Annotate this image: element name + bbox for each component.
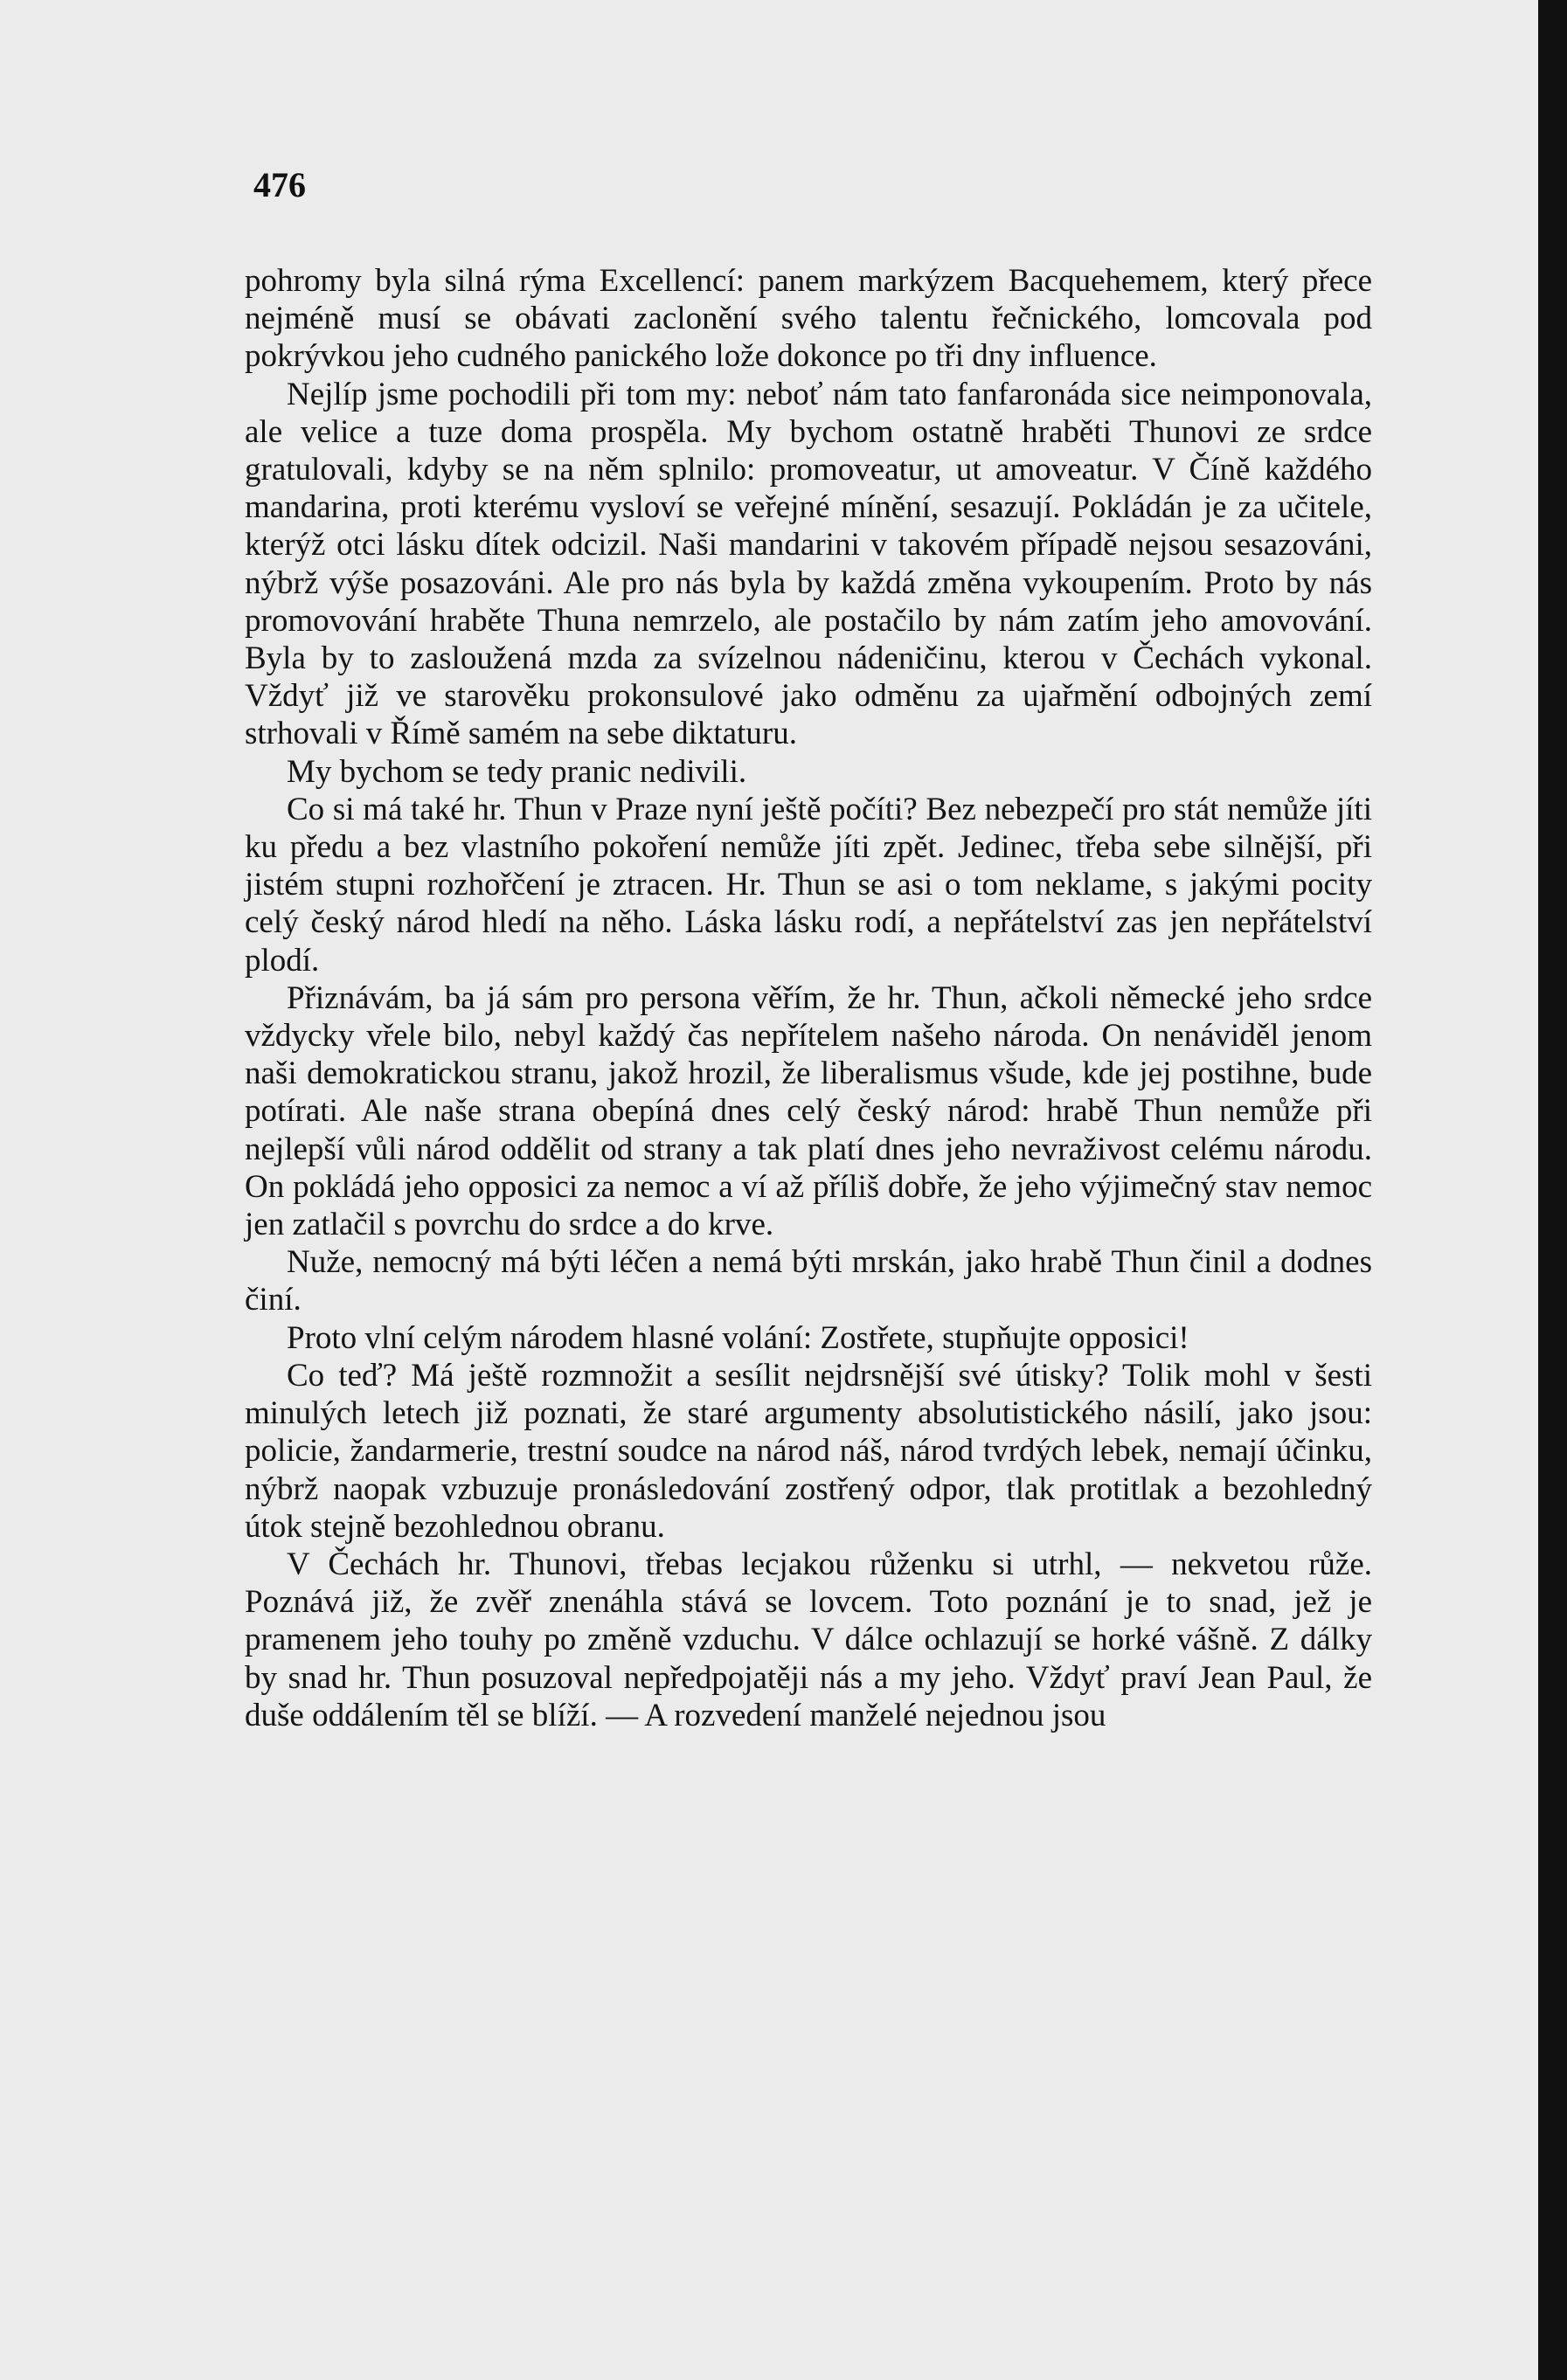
scan-dark-edge (1538, 0, 1567, 2380)
page-number: 476 (253, 165, 306, 204)
body-text (245, 262, 1372, 1734)
paragraph: Přiznávám, ba já sám pro persona věřím, že hr. Thun, ačkoli německé jeho srdce vždycky vřele bilo, nebyl každý čas nepřítelem našeho národa. On nenáviděl jenom naši demokratickou stranu, jakož hrozil, že liberalismus všude, kde jej postihne, bude potírati. Ale naše strana obepíná dnes celý český národ: hrabě Thun nemůže při nejlepší vůli národ oddělit od strany a tak platí dnes jeho nevraživost celému národu. On pokládá jeho opposici za nemoc a ví až příliš dobře, že jeho výjimečný stav nemoc jen zatlačil s povrchu do srdce a do krve. (245, 979, 1372, 1243)
paragraph: Co teď? Má ještě rozmnožit a sesílit nejdrsnější své útisky? Tolik mohl v šesti minulých letech již poznati, že staré argumenty absolutistického násilí, jako jsou: policie, žandarmerie, trestní soudce na národ náš, národ tvrdých lebek, nemají účinku, nýbrž naopak vzbuzuje pronásledování zostřený odpor, tlak protitlak a bezohledný útok stejně bezohlednou obranu. (245, 1357, 1372, 1545)
paragraph: pohromy byla silná rýma Excellencí: panem markýzem Bacquehemem, který přece nejméně musí se obávati zaclonění svého talentu řečnického, lomcovala pod pokrývkou jeho cudného panického lože dokonce po tři dny influence. (245, 263, 1372, 375)
paragraph: Nuže, nemocný má býti léčen a nemá býti mrskán, jako hrabě Thun činil a dodnes činí. (245, 1244, 1372, 1318)
paragraph: Proto vlní celým národem hlasné volání: Zostřete, stupňujte opposici! (287, 1319, 1189, 1356)
paragraph: My bychom se tedy pranic nedivili. (287, 753, 747, 790)
paragraph: Nejlíp jsme pochodili při tom my: neboť nám tato fanfaronáda sice neimponovala, ale velice a tuze doma prospěla. My bychom ostatně hraběti Thunovi ze srdce gratulovali, kdyby se na něm splnilo: promoveatur, ut amoveatur. V Číně každého mandarina, proti kterému vysloví se veřejné mínění, sesazují. Pokládán je za učitele, kterýž otci lásku dítek odcizil. Naši mandarini v takovém případě nejsou sesazováni, nýbrž výše posazováni. Ale pro nás byla by každá změna vykoupením. Proto by nás promovování hraběte Thuna nemrzelo, ale postačilo by nám zatím jeho amovování. Byla by to zasloužená mzda za svízelnou nádeničinu, kterou v Čechách vykonal. Vždyť již ve starověku prokonsulové jako odměnu za ujařmění odbojných zemí strhovali v Římě samém na sebe diktaturu. (245, 376, 1372, 752)
paragraph: Co si má také hr. Thun v Praze nyní ještě počíti? Bez nebezpečí pro stát nemůže jíti ku předu a bez vlastního pokoření nemůže jíti zpět. Jedinec, třeba sebe silnější, při jistém stupni rozhořčení je ztracen. Hr. Thun se asi o tom neklame, s jakými pocity celý český národ hledí na něho. Láska lásku rodí, a nepřátelství zas jen nepřátelství plodí. (245, 791, 1372, 979)
paragraph: V Čechách hr. Thunovi, třebas lecjakou růženku si utrhl, — nekvetou růže. Poznává již, že zvěř znenáhla stává se lovcem. Toto poznání je to snad, jež je pramenem jeho touhy po změně vzduchu. V dálce ochlazují se horké vášně. Z dálky by snad hr. Thun posuzoval nepředpojatěji nás a my jeho. Vždyť praví Jean Paul, že duše oddálením těl se blíží. — A rozvedení manželé nejednou jsou (245, 1546, 1372, 1733)
